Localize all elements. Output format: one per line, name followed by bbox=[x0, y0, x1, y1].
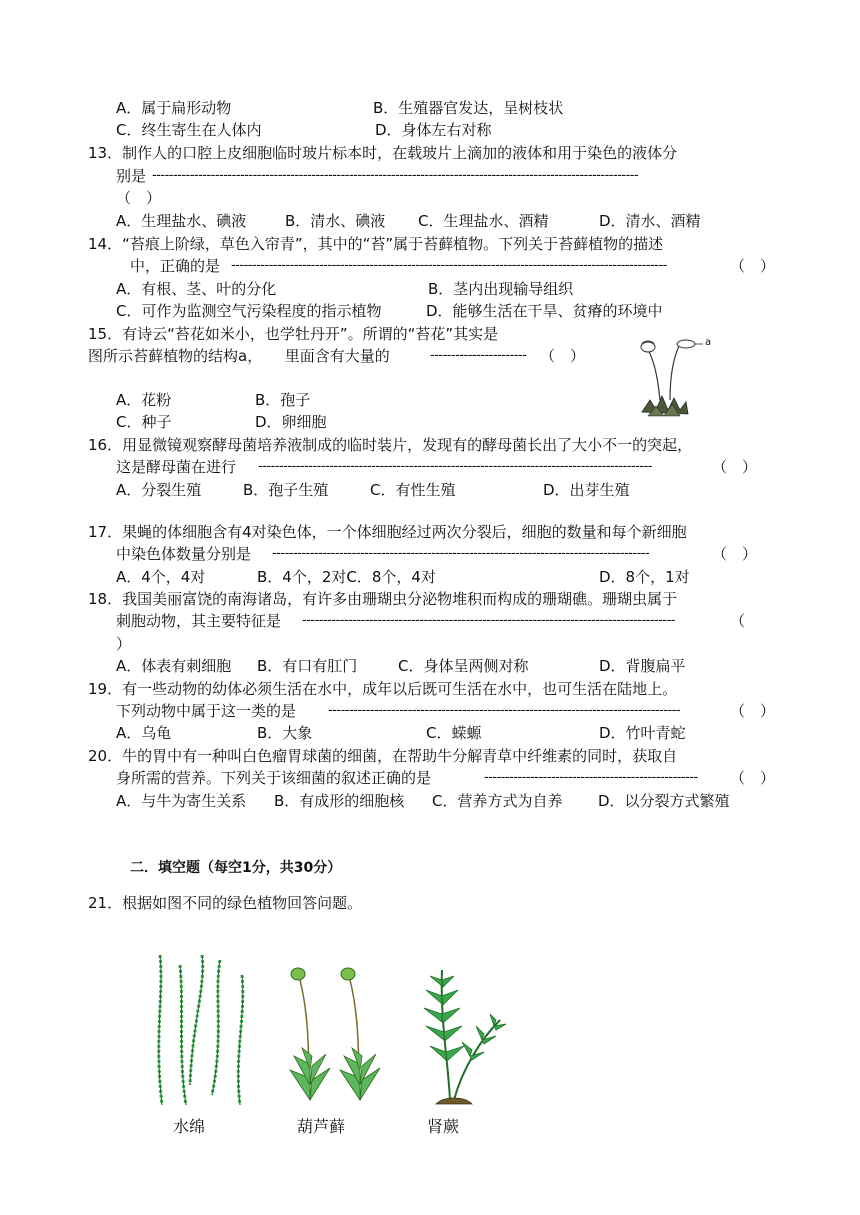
q14-option-a: A．有根、茎、叶的分化 bbox=[116, 280, 277, 298]
q14-option-c: C．可作为监测空气污染程度的指示植物 bbox=[116, 302, 382, 320]
q15-answer-dashes: ----------------------- bbox=[430, 348, 527, 363]
q14-option-d: D．能够生活在干旱、贫瘠的环境中 bbox=[426, 302, 663, 320]
q20-option-d: D．以分裂方式繁殖 bbox=[598, 792, 730, 810]
q20-answer-paren: （ ） bbox=[730, 769, 776, 787]
q16-option-b: B．孢子生殖 bbox=[243, 481, 329, 499]
q18-option-b: B．有口有肛门 bbox=[257, 657, 358, 675]
q14-answer-dashes: -------------------------------------------------------------------------------------------------------- bbox=[231, 258, 667, 273]
q16-option-d: D．出芽生殖 bbox=[543, 481, 630, 499]
q15-option-a: A．花粉 bbox=[116, 391, 172, 409]
q20-answer-dashes: --------------------------------------------------- bbox=[484, 770, 698, 785]
q17-answer-dashes: ------------------------------------------------------------------------------------------ bbox=[272, 546, 650, 561]
q18-option-a: A．体表有刺细胞 bbox=[116, 657, 232, 675]
q20-stem-line2: 身所需的营养。下列关于该细菌的叙述正确的是 bbox=[116, 769, 432, 787]
q12-option-a: A．属于扁形动物 bbox=[116, 99, 232, 117]
q13-answer-paren: （ ） bbox=[116, 189, 162, 207]
q15-option-d: D．卵细胞 bbox=[255, 413, 327, 431]
q13-answer-dashes: -------------------------------------------------------------------------------------------------------------------- bbox=[152, 168, 639, 183]
q19-stem-line1: 19．有一些动物的幼体必须生活在水中，成年以后既可生活在水中，也可生活在陆地上。 bbox=[88, 680, 678, 698]
q16-answer-paren: （ ） bbox=[712, 458, 758, 476]
q18-answer-paren-open: （ bbox=[730, 612, 746, 630]
q14-stem-line1: 14．“苔痕上阶绿，草色入帘青”，其中的“苔”属于苔藓植物。下列关于苔藓植物的描述 bbox=[88, 235, 664, 253]
q18-option-d: D．背腹扁平 bbox=[599, 657, 686, 675]
q21-stem: 21．根据如图不同的绿色植物回答问题。 bbox=[88, 894, 363, 912]
q12-option-d: D．身体左右对称 bbox=[375, 121, 492, 139]
q18-answer-paren-close: ） bbox=[116, 635, 132, 653]
plant-label-funaria: 葫芦藓 bbox=[297, 1117, 346, 1136]
q13-option-c: C．生理盐水、酒精 bbox=[418, 212, 549, 230]
plant-label-fern: 肾蕨 bbox=[427, 1117, 460, 1136]
q15-stem-line1: 15．有诗云“苔花如米小，也学牡丹开”。所谓的“苔花”其实是 bbox=[88, 325, 499, 343]
q19-option-c: C．蝾螈 bbox=[426, 724, 482, 742]
q13-stem-line2: 别是 bbox=[116, 167, 147, 185]
q17-stem-line2: 中染色体数量分别是 bbox=[116, 545, 252, 563]
q13-stem-line1: 13．制作人的口腔上皮细胞临时玻片标本时，在载玻片上滴加的液体和用于染色的液体分 bbox=[88, 144, 678, 162]
section-title: 二．填空题（每空1分，共30分） bbox=[130, 860, 342, 876]
spirogyra-figure bbox=[150, 955, 260, 1105]
q15-figure-label-a: a bbox=[705, 337, 712, 348]
q19-option-a: A．乌龟 bbox=[116, 724, 172, 742]
q14-option-b: B．茎内出现输导组织 bbox=[428, 280, 574, 298]
q18-option-c: C．身体呈两侧对称 bbox=[398, 657, 529, 675]
q19-answer-paren: （ ） bbox=[730, 702, 776, 720]
q15-option-c: C．种子 bbox=[116, 413, 172, 431]
q19-stem-line2: 下列动物中属于这一类的是 bbox=[116, 702, 297, 720]
q12-option-c: C．终生寄生在人体内 bbox=[116, 121, 262, 139]
q15-stem-line2: 图所示苔藓植物的结构a， 里面含有大量的 bbox=[88, 347, 390, 365]
q16-option-c: C．有性生殖 bbox=[370, 481, 456, 499]
q16-stem-line1: 16．用显微镜观察酵母菌培养液制成的临时装片，发现有的酵母菌长出了大小不一的突起， bbox=[88, 436, 693, 454]
q12-option-b: B．生殖器官发达，呈树枝状 bbox=[373, 99, 564, 117]
q14-answer-paren: （ ） bbox=[730, 257, 776, 275]
q13-option-b: B．清水、碘液 bbox=[285, 212, 386, 230]
funaria-figure bbox=[280, 960, 390, 1110]
q19-answer-dashes: ------------------------------------------------------------------------------------ bbox=[328, 703, 681, 718]
q17-answer-paren: （ ） bbox=[712, 545, 758, 563]
q18-stem-line1: 18．我国美丽富饶的南海诸岛，有许多由珊瑚虫分泌物堆积而构成的珊瑚礁。珊瑚虫属于 bbox=[88, 590, 678, 608]
q16-option-a: A．分裂生殖 bbox=[116, 481, 202, 499]
q16-stem-line2: 这是酵母菌在进行 bbox=[116, 458, 237, 476]
q15-option-b: B．孢子 bbox=[255, 391, 311, 409]
fern-figure bbox=[410, 960, 510, 1110]
plant-label-spirogyra: 水绵 bbox=[173, 1117, 206, 1136]
q20-option-b: B．有成形的细胞核 bbox=[274, 792, 405, 810]
q17-option-a: A．4个，4对 bbox=[116, 568, 206, 586]
q19-option-d: D．竹叶青蛇 bbox=[599, 724, 686, 742]
q19-option-b: B．大象 bbox=[257, 724, 313, 742]
q20-stem-line1: 20．牛的胃中有一种叫白色瘤胃球菌的细菌，在帮助牛分解青草中纤维素的同时，获取自 bbox=[88, 747, 678, 765]
q13-option-d: D．清水、酒精 bbox=[599, 212, 701, 230]
q18-stem-line2: 刺胞动物，其主要特征是 bbox=[116, 612, 282, 630]
q16-answer-dashes: ---------------------------------------------------------------------------------------------- bbox=[258, 459, 652, 474]
q17-option-bc: B．4个，2对C．8个，4对 bbox=[257, 568, 436, 586]
q20-option-a: A．与牛为寄生关系 bbox=[116, 792, 247, 810]
q13-option-a: A．生理盐水、碘液 bbox=[116, 212, 247, 230]
q15-answer-paren: （ ） bbox=[540, 347, 586, 365]
q18-answer-dashes: ----------------------------------------------------------------------------------------- bbox=[302, 613, 675, 628]
q17-option-d: D．8个，1对 bbox=[599, 568, 690, 586]
q14-stem-line2: 中，正确的是 bbox=[130, 257, 221, 275]
q20-option-c: C．营养方式为自养 bbox=[432, 792, 563, 810]
q17-stem-line1: 17．果蝇的体细胞含有4对染色体，一个体细胞经过两次分裂后，细胞的数量和每个新细胞 bbox=[88, 523, 687, 541]
